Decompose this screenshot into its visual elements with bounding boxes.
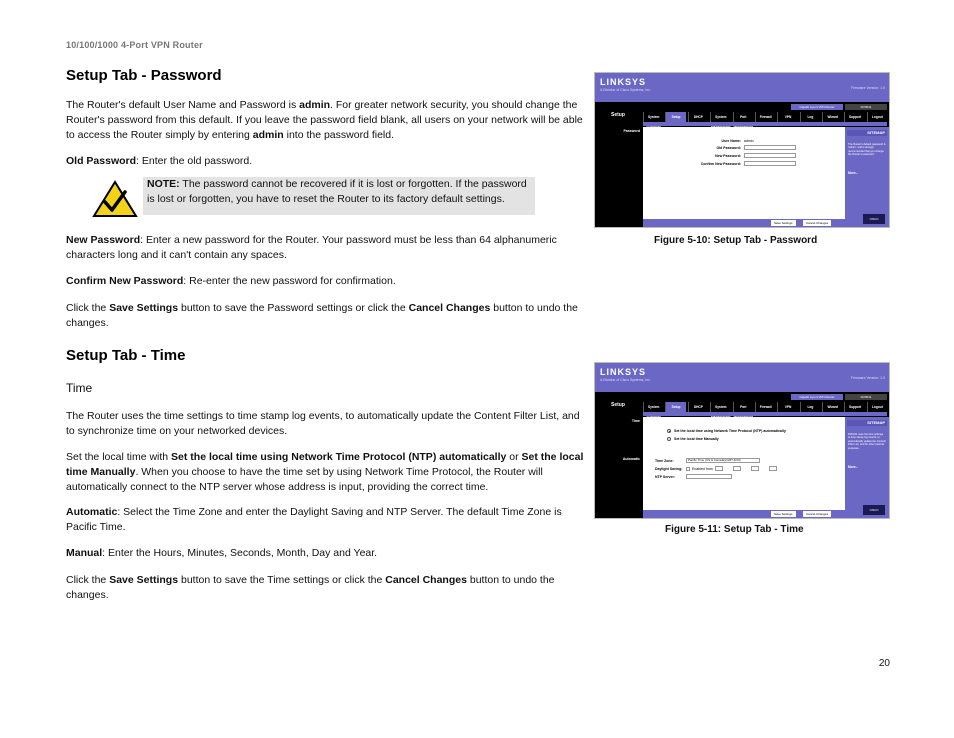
router-header xyxy=(595,73,889,102)
more-link[interactable]: More... xyxy=(848,465,859,469)
note-text: NOTE: The password cannot be recovered if it is lost or forgotten. If the password is lost or forgotten, you have to reset the Router to its factory default settings. xyxy=(147,178,527,205)
subtab-bar xyxy=(643,412,887,416)
password-section-title: Setup Tab - Password xyxy=(66,67,222,84)
old-password-label: Old Password: xyxy=(716,146,741,150)
router-sidebar xyxy=(595,127,643,227)
radio-ntp[interactable] xyxy=(667,429,671,433)
tab-setup[interactable]: Setup xyxy=(665,112,685,122)
sidebar-label: Password xyxy=(623,129,640,133)
tab-wizard[interactable]: Wizard xyxy=(822,402,842,412)
tab-wizard[interactable]: Wizard xyxy=(822,112,842,122)
model-name: RV0041 xyxy=(845,104,887,110)
router-tabs xyxy=(643,402,887,412)
save-settings-button[interactable]: Save Settings xyxy=(771,511,796,517)
product-name: Gigabit 4-port VPN Router xyxy=(791,394,843,400)
dst-to-day-input[interactable] xyxy=(769,466,777,471)
tab-firewall[interactable]: Firewall xyxy=(755,402,775,412)
time-set-desc: Set the local time with Set the local time using Network Time Protocol (NTP) automatically or Set the local time Manually. When you choose to have the time set by using Network Time Protocol, the Router will automatically connect to the NTP server whose address is input, providing the correct time. xyxy=(66,451,584,493)
time-subtitle: Time xyxy=(66,381,93,395)
tab-dhcp[interactable]: DHCP xyxy=(688,112,708,122)
help-panel xyxy=(845,417,889,522)
more-link[interactable]: More... xyxy=(848,171,859,175)
old-password-desc: Old Password: Enter the old password. xyxy=(66,155,253,167)
router-content xyxy=(643,417,845,518)
logo-subtitle: A Division of Cisco Systems, Inc. xyxy=(600,378,651,382)
router-footer xyxy=(643,510,845,518)
tab-logout[interactable]: Logout xyxy=(867,112,887,122)
time-intro: The Router uses the time settings to time stamp log events, to automatically update the Content Filter List, and to synchronize time on your networked devices. xyxy=(66,410,580,437)
cisco-logo: CISCO SYSTEMS xyxy=(863,505,885,515)
note-box xyxy=(143,177,535,215)
tab-system-management[interactable]: System xyxy=(710,402,730,412)
timezone-select[interactable]: Pacific Time (US & Canada)(GMT-8:00) xyxy=(686,458,760,463)
ntp-server-label: NTP Server: xyxy=(655,475,675,479)
tab-port-management[interactable]: Port xyxy=(733,112,753,122)
radio-manual[interactable] xyxy=(667,437,671,441)
help-panel xyxy=(845,127,889,231)
save-settings-button[interactable]: Save Settings xyxy=(771,220,796,226)
subtab-bar xyxy=(643,122,887,126)
dst-from-month-input[interactable] xyxy=(715,466,723,471)
tab-dhcp[interactable]: DHCP xyxy=(688,402,708,412)
note-check-icon xyxy=(92,180,138,218)
tab-firewall[interactable]: Firewall xyxy=(755,112,775,122)
dst-to-month-input[interactable] xyxy=(751,466,759,471)
logo-subtitle: A Division of Cisco Systems, Inc. xyxy=(600,88,651,92)
confirm-password-label: Confirm New Password: xyxy=(700,162,741,166)
router-footer xyxy=(643,219,845,227)
tab-logout[interactable]: Logout xyxy=(867,402,887,412)
firmware-version: Firmware Version: 1.0 xyxy=(850,86,885,90)
product-name: Gigabit 4-port VPN Router xyxy=(791,104,843,110)
confirm-password-desc: Confirm New Password: Re-enter the new password for confirmation. xyxy=(66,275,396,287)
time-save-desc: Click the Save Settings button to save the Time settings or click the Cancel Changes button to undo the changes. xyxy=(66,574,555,601)
tab-support[interactable]: Support xyxy=(844,402,864,412)
router-sidebar xyxy=(595,417,643,518)
ntp-server-input[interactable] xyxy=(686,474,732,479)
password-intro: The Router's default User Name and Password is admin. For greater network security, you should change the Router's password from this default. If you leave the password field blank, all users on your network will be able to access the Router simply by entering admin into the password field. xyxy=(66,99,583,141)
router-header xyxy=(595,363,889,392)
sidebar-automatic-label: Automatic xyxy=(622,457,640,461)
username-value: admin xyxy=(744,139,754,143)
old-password-input[interactable] xyxy=(744,145,796,150)
sitemap-link[interactable]: SITEMAP xyxy=(847,130,887,136)
time-section-title: Setup Tab - Time xyxy=(66,347,186,364)
router-content xyxy=(643,127,845,227)
timezone-label: Time Zone: xyxy=(655,459,674,463)
page-number: 20 xyxy=(878,658,890,669)
tab-vpn[interactable]: VPN xyxy=(777,402,797,412)
sidebar-label: Time xyxy=(631,419,640,423)
tab-port-management[interactable]: Port xyxy=(733,402,753,412)
tab-title: Setup xyxy=(611,402,625,408)
linksys-logo: LINKSYS xyxy=(600,367,647,377)
tab-system-summary[interactable]: System xyxy=(643,112,663,122)
tab-vpn[interactable]: VPN xyxy=(777,112,797,122)
cisco-logo: CISCO SYSTEMS xyxy=(863,214,885,224)
cancel-changes-button[interactable]: Cancel Changes xyxy=(803,511,831,517)
new-password-desc: New Password: Enter a new password for the Router. Your password must be less than 64 alphanumeric characters long and it can't contain any spaces. xyxy=(66,234,557,261)
document-header: 10/100/1000 4-Port VPN Router xyxy=(66,40,203,50)
dst-from-day-input[interactable] xyxy=(733,466,741,471)
radio-ntp-label: Set the local time using Network Time Protocol (NTP) automatically xyxy=(674,429,786,433)
tab-log[interactable]: Log xyxy=(800,402,820,412)
tab-log[interactable]: Log xyxy=(800,112,820,122)
password-save-desc: Click the Save Settings button to save the Password settings or click the Cancel Changes button to undo the changes. xyxy=(66,302,578,329)
router-tabbar xyxy=(595,392,889,417)
new-password-input[interactable] xyxy=(744,153,796,158)
model-name: RV0041 xyxy=(845,394,887,400)
tab-setup[interactable]: Setup xyxy=(665,402,685,412)
cancel-changes-button[interactable]: Cancel Changes xyxy=(803,220,831,226)
new-password-label: New Password: xyxy=(715,154,741,158)
automatic-desc: Automatic: Select the Time Zone and enter the Daylight Saving and NTP Server. The default Time Zone is Pacific Time. xyxy=(66,506,562,533)
linksys-logo: LINKSYS xyxy=(600,77,647,87)
daylight-saving-checkbox[interactable] xyxy=(686,467,690,471)
username-label: User Name: xyxy=(721,139,741,143)
tab-system-management[interactable]: System xyxy=(710,112,730,122)
password-screenshot xyxy=(594,72,890,231)
tab-support[interactable]: Support xyxy=(844,112,864,122)
router-tabs xyxy=(643,112,887,122)
firmware-version: Firmware Version: 1.0 xyxy=(850,376,885,380)
figure-caption-password: Figure 5-10: Setup Tab - Password xyxy=(654,235,818,246)
help-text: RV0041 uses the time settings to time stamp log events, to automatically update the Content Filter List, and for other internal purposes. xyxy=(848,433,886,450)
daylight-saving-label: Daylight Saving: xyxy=(655,467,683,471)
daylight-saving-value: Enabled from xyxy=(692,467,713,471)
manual-desc: Manual: Enter the Hours, Minutes, Seconds, Month, Day and Year. xyxy=(66,547,378,559)
router-tabbar xyxy=(595,102,889,127)
sitemap-link[interactable]: SITEMAP xyxy=(847,420,887,426)
figure-caption-time: Figure 5-11: Setup Tab - Time xyxy=(665,524,804,535)
confirm-password-input[interactable] xyxy=(744,161,796,166)
radio-manual-label: Set the local time Manually xyxy=(674,437,719,441)
tab-system-summary[interactable]: System xyxy=(643,402,663,412)
help-text: The Router's default password is 'admin', and it strongly recommended that you change the Router's password. xyxy=(848,143,886,157)
time-screenshot xyxy=(594,362,890,522)
tab-title: Setup xyxy=(611,112,625,118)
